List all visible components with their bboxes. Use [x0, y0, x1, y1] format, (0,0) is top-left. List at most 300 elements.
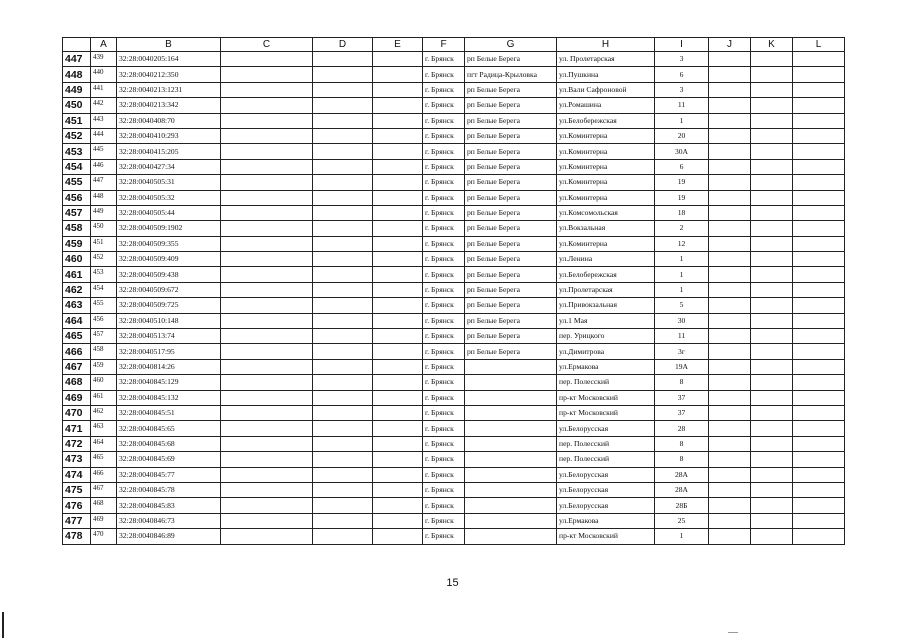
cell-settlement[interactable]: рп Белые Берега [465, 329, 557, 344]
cell-city[interactable]: г. Брянск [423, 436, 465, 451]
cell-street[interactable]: ул.Комсомольская [557, 205, 655, 220]
cell-house[interactable]: 28А [655, 467, 709, 482]
cell-e[interactable] [373, 482, 423, 497]
cell-house[interactable]: 1 [655, 529, 709, 544]
cell-city[interactable]: г. Брянск [423, 405, 465, 420]
row-number[interactable]: 447 [63, 52, 91, 67]
cell-c[interactable] [221, 452, 313, 467]
cell-house[interactable]: 19 [655, 190, 709, 205]
cell-c[interactable] [221, 405, 313, 420]
cell-street[interactable]: ул.Привокзальная [557, 298, 655, 313]
row-number[interactable]: 465 [63, 329, 91, 344]
cell-d[interactable] [313, 344, 373, 359]
cell-street[interactable]: ул.Димитрова [557, 344, 655, 359]
cell-k[interactable] [751, 390, 793, 405]
cell-cadastral[interactable]: 32:28:0040846:89 [117, 529, 221, 544]
cell-cadastral[interactable]: 32:28:0040517:95 [117, 344, 221, 359]
cell-d[interactable] [313, 482, 373, 497]
cell-k[interactable] [751, 252, 793, 267]
cell-k[interactable] [751, 359, 793, 374]
cell-house[interactable]: 8 [655, 375, 709, 390]
cell-a[interactable]: 468 [91, 498, 117, 513]
cell-e[interactable] [373, 405, 423, 420]
cell-street[interactable]: ул.1 Мая [557, 313, 655, 328]
cell-a[interactable]: 444 [91, 128, 117, 143]
cell-city[interactable]: г. Брянск [423, 52, 465, 67]
cell-l[interactable] [793, 190, 845, 205]
cell-e[interactable] [373, 175, 423, 190]
cell-l[interactable] [793, 205, 845, 220]
cell-l[interactable] [793, 498, 845, 513]
cell-street[interactable]: ул.Вали Сафроновой [557, 82, 655, 97]
cell-house[interactable]: 6 [655, 159, 709, 174]
cell-d[interactable] [313, 82, 373, 97]
cell-c[interactable] [221, 113, 313, 128]
cell-k[interactable] [751, 267, 793, 282]
cell-city[interactable]: г. Брянск [423, 175, 465, 190]
row-number[interactable]: 473 [63, 452, 91, 467]
cell-d[interactable] [313, 267, 373, 282]
cell-settlement[interactable]: рп Белые Берега [465, 282, 557, 297]
cell-l[interactable] [793, 405, 845, 420]
cell-c[interactable] [221, 98, 313, 113]
cell-cadastral[interactable]: 32:28:0040814:26 [117, 359, 221, 374]
cell-settlement[interactable] [465, 375, 557, 390]
cell-l[interactable] [793, 267, 845, 282]
cell-city[interactable]: г. Брянск [423, 159, 465, 174]
cell-j[interactable] [709, 452, 751, 467]
cell-street[interactable]: ул.Пролетарская [557, 282, 655, 297]
row-number[interactable]: 474 [63, 467, 91, 482]
cell-street[interactable]: пр-кт Московский [557, 529, 655, 544]
cell-cadastral[interactable]: 32:28:0040845:68 [117, 436, 221, 451]
cell-city[interactable]: г. Брянск [423, 205, 465, 220]
cell-l[interactable] [793, 113, 845, 128]
cell-d[interactable] [313, 113, 373, 128]
cell-settlement[interactable]: рп Белые Берега [465, 159, 557, 174]
row-number[interactable]: 448 [63, 67, 91, 82]
cell-l[interactable] [793, 529, 845, 544]
row-number[interactable]: 464 [63, 313, 91, 328]
cell-j[interactable] [709, 82, 751, 97]
cell-street[interactable]: пер. Урицкого [557, 329, 655, 344]
cell-k[interactable] [751, 190, 793, 205]
cell-a[interactable]: 458 [91, 344, 117, 359]
cell-l[interactable] [793, 175, 845, 190]
cell-street[interactable]: ул.Ромашина [557, 98, 655, 113]
cell-a[interactable]: 447 [91, 175, 117, 190]
cell-house[interactable]: 37 [655, 390, 709, 405]
cell-street[interactable]: ул.Белорусская [557, 467, 655, 482]
cell-k[interactable] [751, 298, 793, 313]
cell-settlement[interactable]: рп Белые Берега [465, 205, 557, 220]
cell-j[interactable] [709, 298, 751, 313]
column-header-e[interactable]: E [373, 38, 423, 52]
cell-cadastral[interactable]: 32:28:0040509:355 [117, 236, 221, 251]
cell-j[interactable] [709, 159, 751, 174]
cell-street[interactable]: ул.Пушкина [557, 67, 655, 82]
cell-cadastral[interactable]: 32:28:0040509:1902 [117, 221, 221, 236]
cell-l[interactable] [793, 452, 845, 467]
cell-c[interactable] [221, 529, 313, 544]
cell-house[interactable]: 11 [655, 98, 709, 113]
corner-header[interactable] [63, 38, 91, 52]
cell-house[interactable]: 12 [655, 236, 709, 251]
cell-j[interactable] [709, 359, 751, 374]
row-number[interactable]: 468 [63, 375, 91, 390]
cell-d[interactable] [313, 252, 373, 267]
cell-house[interactable]: 28Б [655, 498, 709, 513]
cell-k[interactable] [751, 313, 793, 328]
cell-l[interactable] [793, 436, 845, 451]
cell-j[interactable] [709, 52, 751, 67]
cell-e[interactable] [373, 359, 423, 374]
cell-e[interactable] [373, 421, 423, 436]
cell-street[interactable]: ул.Коминтерна [557, 175, 655, 190]
cell-settlement[interactable]: рп Белые Берега [465, 298, 557, 313]
cell-street[interactable]: ул.Белорусская [557, 498, 655, 513]
cell-house[interactable]: 28А [655, 482, 709, 497]
row-number[interactable]: 451 [63, 113, 91, 128]
cell-house[interactable]: 1 [655, 267, 709, 282]
cell-e[interactable] [373, 329, 423, 344]
row-number[interactable]: 454 [63, 159, 91, 174]
cell-a[interactable]: 461 [91, 390, 117, 405]
cell-k[interactable] [751, 52, 793, 67]
cell-k[interactable] [751, 329, 793, 344]
cell-cadastral[interactable]: 32:28:0040513:74 [117, 329, 221, 344]
cell-l[interactable] [793, 128, 845, 143]
column-header-c[interactable]: C [221, 38, 313, 52]
cell-d[interactable] [313, 236, 373, 251]
cell-k[interactable] [751, 205, 793, 220]
cell-house[interactable]: 30А [655, 144, 709, 159]
cell-c[interactable] [221, 421, 313, 436]
cell-settlement[interactable] [465, 405, 557, 420]
cell-k[interactable] [751, 67, 793, 82]
cell-l[interactable] [793, 344, 845, 359]
column-header-d[interactable]: D [313, 38, 373, 52]
cell-street[interactable]: ул. Пролетарская [557, 52, 655, 67]
cell-j[interactable] [709, 252, 751, 267]
cell-e[interactable] [373, 252, 423, 267]
cell-l[interactable] [793, 390, 845, 405]
cell-cadastral[interactable]: 32:28:0040408:70 [117, 113, 221, 128]
cell-k[interactable] [751, 452, 793, 467]
cell-house[interactable]: 8 [655, 452, 709, 467]
cell-e[interactable] [373, 190, 423, 205]
cell-c[interactable] [221, 282, 313, 297]
cell-j[interactable] [709, 329, 751, 344]
cell-cadastral[interactable]: 32:28:0040213:1231 [117, 82, 221, 97]
cell-cadastral[interactable]: 32:28:0040845:65 [117, 421, 221, 436]
cell-j[interactable] [709, 313, 751, 328]
cell-a[interactable]: 446 [91, 159, 117, 174]
cell-house[interactable]: 6 [655, 67, 709, 82]
cell-city[interactable]: г. Брянск [423, 82, 465, 97]
cell-city[interactable]: г. Брянск [423, 282, 465, 297]
cell-e[interactable] [373, 344, 423, 359]
cell-settlement[interactable] [465, 482, 557, 497]
cell-c[interactable] [221, 375, 313, 390]
cell-c[interactable] [221, 67, 313, 82]
cell-a[interactable]: 469 [91, 513, 117, 528]
cell-city[interactable]: г. Брянск [423, 467, 465, 482]
row-number[interactable]: 477 [63, 513, 91, 528]
cell-a[interactable]: 439 [91, 52, 117, 67]
cell-cadastral[interactable]: 32:28:0040845:69 [117, 452, 221, 467]
column-header-f[interactable]: F [423, 38, 465, 52]
cell-d[interactable] [313, 359, 373, 374]
row-number[interactable]: 476 [63, 498, 91, 513]
cell-cadastral[interactable]: 32:28:0040509:438 [117, 267, 221, 282]
cell-cadastral[interactable]: 32:28:0040213:342 [117, 98, 221, 113]
cell-settlement[interactable]: рп Белые Берега [465, 252, 557, 267]
cell-k[interactable] [751, 344, 793, 359]
cell-l[interactable] [793, 252, 845, 267]
cell-house[interactable]: 28 [655, 421, 709, 436]
cell-city[interactable]: г. Брянск [423, 144, 465, 159]
cell-j[interactable] [709, 98, 751, 113]
cell-street[interactable]: ул.Белобережская [557, 267, 655, 282]
cell-settlement[interactable]: рп Белые Берега [465, 236, 557, 251]
cell-settlement[interactable]: рп Белые Берега [465, 313, 557, 328]
cell-settlement[interactable]: рп Белые Берега [465, 82, 557, 97]
cell-cadastral[interactable]: 32:28:0040505:32 [117, 190, 221, 205]
cell-c[interactable] [221, 513, 313, 528]
cell-house[interactable]: 25 [655, 513, 709, 528]
cell-l[interactable] [793, 359, 845, 374]
cell-j[interactable] [709, 498, 751, 513]
cell-d[interactable] [313, 421, 373, 436]
column-header-k[interactable]: K [751, 38, 793, 52]
cell-house[interactable]: 19 [655, 175, 709, 190]
cell-d[interactable] [313, 67, 373, 82]
cell-e[interactable] [373, 113, 423, 128]
cell-house[interactable]: 3 [655, 82, 709, 97]
cell-house[interactable]: 8 [655, 436, 709, 451]
cell-settlement[interactable] [465, 390, 557, 405]
cell-settlement[interactable] [465, 498, 557, 513]
cell-a[interactable]: 467 [91, 482, 117, 497]
cell-cadastral[interactable]: 32:28:0040845:83 [117, 498, 221, 513]
cell-settlement[interactable] [465, 452, 557, 467]
cell-e[interactable] [373, 236, 423, 251]
cell-e[interactable] [373, 498, 423, 513]
cell-k[interactable] [751, 159, 793, 174]
cell-cadastral[interactable]: 32:28:0040845:51 [117, 405, 221, 420]
cell-e[interactable] [373, 452, 423, 467]
cell-c[interactable] [221, 205, 313, 220]
cell-c[interactable] [221, 498, 313, 513]
cell-e[interactable] [373, 529, 423, 544]
cell-house[interactable]: 19А [655, 359, 709, 374]
cell-street[interactable]: ул.Коминтерна [557, 144, 655, 159]
column-header-g[interactable]: G [465, 38, 557, 52]
cell-a[interactable]: 449 [91, 205, 117, 220]
cell-c[interactable] [221, 221, 313, 236]
cell-d[interactable] [313, 190, 373, 205]
cell-j[interactable] [709, 67, 751, 82]
cell-house[interactable]: 3 [655, 52, 709, 67]
cell-a[interactable]: 448 [91, 190, 117, 205]
cell-street[interactable]: ул.Белобережская [557, 113, 655, 128]
cell-settlement[interactable]: пгт Радица-Крыловка [465, 67, 557, 82]
row-number[interactable]: 461 [63, 267, 91, 282]
cell-a[interactable]: 466 [91, 467, 117, 482]
cell-j[interactable] [709, 436, 751, 451]
cell-j[interactable] [709, 144, 751, 159]
cell-settlement[interactable]: рп Белые Берега [465, 113, 557, 128]
cell-d[interactable] [313, 405, 373, 420]
cell-k[interactable] [751, 221, 793, 236]
cell-cadastral[interactable]: 32:28:0040205:164 [117, 52, 221, 67]
cell-city[interactable]: г. Брянск [423, 359, 465, 374]
cell-c[interactable] [221, 128, 313, 143]
cell-e[interactable] [373, 436, 423, 451]
cell-e[interactable] [373, 128, 423, 143]
cell-l[interactable] [793, 329, 845, 344]
cell-c[interactable] [221, 467, 313, 482]
cell-street[interactable]: ул.Ленина [557, 252, 655, 267]
cell-l[interactable] [793, 421, 845, 436]
cell-cadastral[interactable]: 32:28:0040845:129 [117, 375, 221, 390]
cell-cadastral[interactable]: 32:28:0040845:78 [117, 482, 221, 497]
cell-e[interactable] [373, 313, 423, 328]
cell-d[interactable] [313, 513, 373, 528]
cell-e[interactable] [373, 513, 423, 528]
cell-cadastral[interactable]: 32:28:0040510:148 [117, 313, 221, 328]
cell-city[interactable]: г. Брянск [423, 513, 465, 528]
row-number[interactable]: 472 [63, 436, 91, 451]
cell-settlement[interactable]: рп Белые Берега [465, 175, 557, 190]
cell-d[interactable] [313, 159, 373, 174]
cell-j[interactable] [709, 344, 751, 359]
cell-settlement[interactable] [465, 529, 557, 544]
cell-k[interactable] [751, 482, 793, 497]
cell-street[interactable]: ул.Коминтерна [557, 190, 655, 205]
cell-cadastral[interactable]: 32:28:0040509:725 [117, 298, 221, 313]
cell-house[interactable]: 3г [655, 344, 709, 359]
cell-d[interactable] [313, 205, 373, 220]
cell-e[interactable] [373, 221, 423, 236]
cell-l[interactable] [793, 298, 845, 313]
cell-street[interactable]: ул.Вокзальная [557, 221, 655, 236]
cell-a[interactable]: 452 [91, 252, 117, 267]
cell-e[interactable] [373, 67, 423, 82]
cell-e[interactable] [373, 390, 423, 405]
cell-cadastral[interactable]: 32:28:0040509:672 [117, 282, 221, 297]
cell-d[interactable] [313, 329, 373, 344]
cell-house[interactable]: 30 [655, 313, 709, 328]
cell-a[interactable]: 440 [91, 67, 117, 82]
cell-k[interactable] [751, 113, 793, 128]
cell-settlement[interactable] [465, 467, 557, 482]
cell-d[interactable] [313, 221, 373, 236]
row-number[interactable]: 478 [63, 529, 91, 544]
column-header-i[interactable]: I [655, 38, 709, 52]
cell-settlement[interactable]: рп Белые Берега [465, 190, 557, 205]
cell-l[interactable] [793, 375, 845, 390]
cell-street[interactable]: пр-кт Московский [557, 390, 655, 405]
cell-l[interactable] [793, 52, 845, 67]
cell-a[interactable]: 453 [91, 267, 117, 282]
row-number[interactable]: 450 [63, 98, 91, 113]
row-number[interactable]: 458 [63, 221, 91, 236]
cell-settlement[interactable] [465, 436, 557, 451]
cell-city[interactable]: г. Брянск [423, 313, 465, 328]
cell-k[interactable] [751, 128, 793, 143]
cell-house[interactable]: 5 [655, 298, 709, 313]
cell-k[interactable] [751, 513, 793, 528]
cell-a[interactable]: 462 [91, 405, 117, 420]
cell-c[interactable] [221, 436, 313, 451]
cell-l[interactable] [793, 513, 845, 528]
cell-d[interactable] [313, 128, 373, 143]
cell-cadastral[interactable]: 32:28:0040846:73 [117, 513, 221, 528]
cell-c[interactable] [221, 175, 313, 190]
cell-city[interactable]: г. Брянск [423, 421, 465, 436]
cell-k[interactable] [751, 436, 793, 451]
cell-j[interactable] [709, 529, 751, 544]
row-number[interactable]: 456 [63, 190, 91, 205]
cell-e[interactable] [373, 467, 423, 482]
cell-a[interactable]: 442 [91, 98, 117, 113]
cell-cadastral[interactable]: 32:28:0040212:350 [117, 67, 221, 82]
cell-k[interactable] [751, 405, 793, 420]
cell-c[interactable] [221, 267, 313, 282]
cell-cadastral[interactable]: 32:28:0040845:132 [117, 390, 221, 405]
cell-j[interactable] [709, 175, 751, 190]
row-number[interactable]: 457 [63, 205, 91, 220]
cell-d[interactable] [313, 98, 373, 113]
cell-j[interactable] [709, 236, 751, 251]
cell-house[interactable]: 1 [655, 113, 709, 128]
cell-e[interactable] [373, 375, 423, 390]
cell-house[interactable]: 1 [655, 282, 709, 297]
cell-j[interactable] [709, 113, 751, 128]
cell-e[interactable] [373, 267, 423, 282]
cell-d[interactable] [313, 282, 373, 297]
cell-a[interactable]: 450 [91, 221, 117, 236]
cell-street[interactable]: ул.Ермакова [557, 513, 655, 528]
cell-settlement[interactable] [465, 513, 557, 528]
cell-house[interactable]: 37 [655, 405, 709, 420]
cell-j[interactable] [709, 467, 751, 482]
cell-l[interactable] [793, 482, 845, 497]
cell-c[interactable] [221, 482, 313, 497]
cell-l[interactable] [793, 236, 845, 251]
cell-j[interactable] [709, 421, 751, 436]
column-header-l[interactable]: L [793, 38, 845, 52]
cell-k[interactable] [751, 144, 793, 159]
column-header-h[interactable]: H [557, 38, 655, 52]
cell-c[interactable] [221, 82, 313, 97]
cell-l[interactable] [793, 282, 845, 297]
cell-city[interactable]: г. Брянск [423, 67, 465, 82]
cell-l[interactable] [793, 159, 845, 174]
cell-a[interactable]: 451 [91, 236, 117, 251]
cell-settlement[interactable]: рп Белые Берега [465, 221, 557, 236]
cell-d[interactable] [313, 452, 373, 467]
cell-a[interactable]: 454 [91, 282, 117, 297]
cell-a[interactable]: 455 [91, 298, 117, 313]
cell-d[interactable] [313, 467, 373, 482]
cell-settlement[interactable]: рп Белые Берега [465, 98, 557, 113]
cell-street[interactable]: ул.Коминтерна [557, 128, 655, 143]
cell-k[interactable] [751, 175, 793, 190]
cell-city[interactable]: г. Брянск [423, 390, 465, 405]
